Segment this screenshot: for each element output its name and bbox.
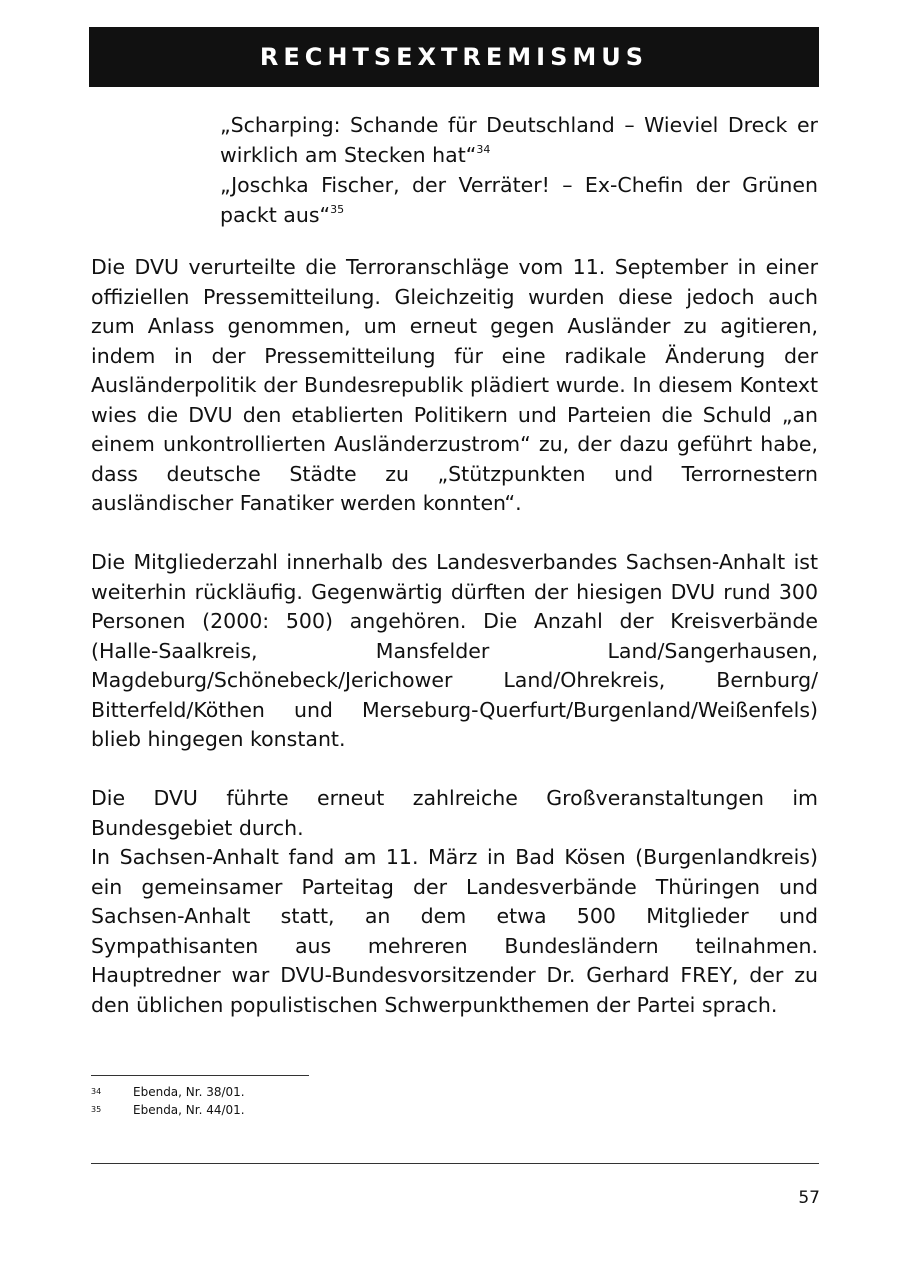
quote-item <box>220 110 818 170</box>
page-number: 57 <box>798 1188 820 1208</box>
footnote <box>91 1083 491 1101</box>
page-footer-divider <box>91 1163 819 1164</box>
footnote-divider <box>91 1075 309 1076</box>
paragraph: Die DVU verurteilte die Terroranschläge vom 11. September in einer offiziellen Pressemitteilung. Gleichzeitig wurden diese jedoch auch zum Anlass genommen, um erneut gegen Ausländer zu agitieren, indem in der Pressemitteilung für eine radikale Änderung der Ausländerpolitik der Bundesrepublik plädiert wurde. In diesem Kontext wies die DVU den etablierten Politikern und Parteien die Schuld „an einem unkontrollierten Ausländerzustrom“ zu, der dazu geführt habe, dass deutsche Städte zu „Stützpunkten und Terrornestern ausländischer Fanatiker werden konnten“. <box>91 255 818 515</box>
footnotes <box>91 1083 491 1119</box>
paragraph: Die Mitgliederzahl innerhalb des Landesverbandes Sachsen-Anhalt ist weiterhin rückläufig. Gegenwärtig dürften der hiesigen DVU rund 300 Personen (2000: 500) angehören. Die Anzahl der Kreisverbände (Halle-Saalkreis, Mansfelder Land/Sangerhausen, Magdeburg/Schönebeck/Jerichower Land/Ohrekreis, Bernburg/ Bitterfeld/Köthen und Merseburg-Querfurt/Burgenland/Weißenfels) blieb hingegen konstant. <box>91 550 818 751</box>
quote-text: „Scharping: Schande für Deutschland – Wieviel Dreck er wirklich am Stecken hat“ <box>220 113 818 167</box>
footnote-text: Ebenda, Nr. 38/01. <box>133 1085 245 1099</box>
section-header <box>89 27 819 87</box>
footnote-ref: 35 <box>330 203 345 216</box>
body-text <box>91 253 818 1020</box>
footnote-text: Ebenda, Nr. 44/01. <box>133 1103 245 1117</box>
footnote-number: 35 <box>91 1105 102 1114</box>
quote-text: „Joschka Fischer, der Verräter! – Ex-Chefin der Grünen packt aus“ <box>220 173 818 227</box>
section-title: RECHTSEXTREMISMUS <box>259 43 649 71</box>
footnote-number: 34 <box>91 1087 102 1096</box>
quote-block <box>220 110 818 230</box>
paragraph: In Sachsen-Anhalt fand am 11. März in Bad Kösen (Burgenlandkreis) ein gemeinsamer Parteitag der Landesverbände Thüringen und Sachsen-Anhalt statt, an dem etwa 500 Mitglieder und Sympathisanten aus mehreren Bundesländern teilnahmen. Hauptredner war DVU-Bundesvorsitzender Dr. Gerhard FREY, der zu den üblichen populistischen Schwerpunkthemen der Partei sprach. <box>91 845 818 1017</box>
footnote-ref: 34 <box>476 143 491 156</box>
paragraph: Die DVU führte erneut zahlreiche Großveranstaltungen im Bundesgebiet durch. <box>91 786 818 840</box>
quote-item <box>220 170 818 230</box>
footnote <box>91 1101 491 1119</box>
